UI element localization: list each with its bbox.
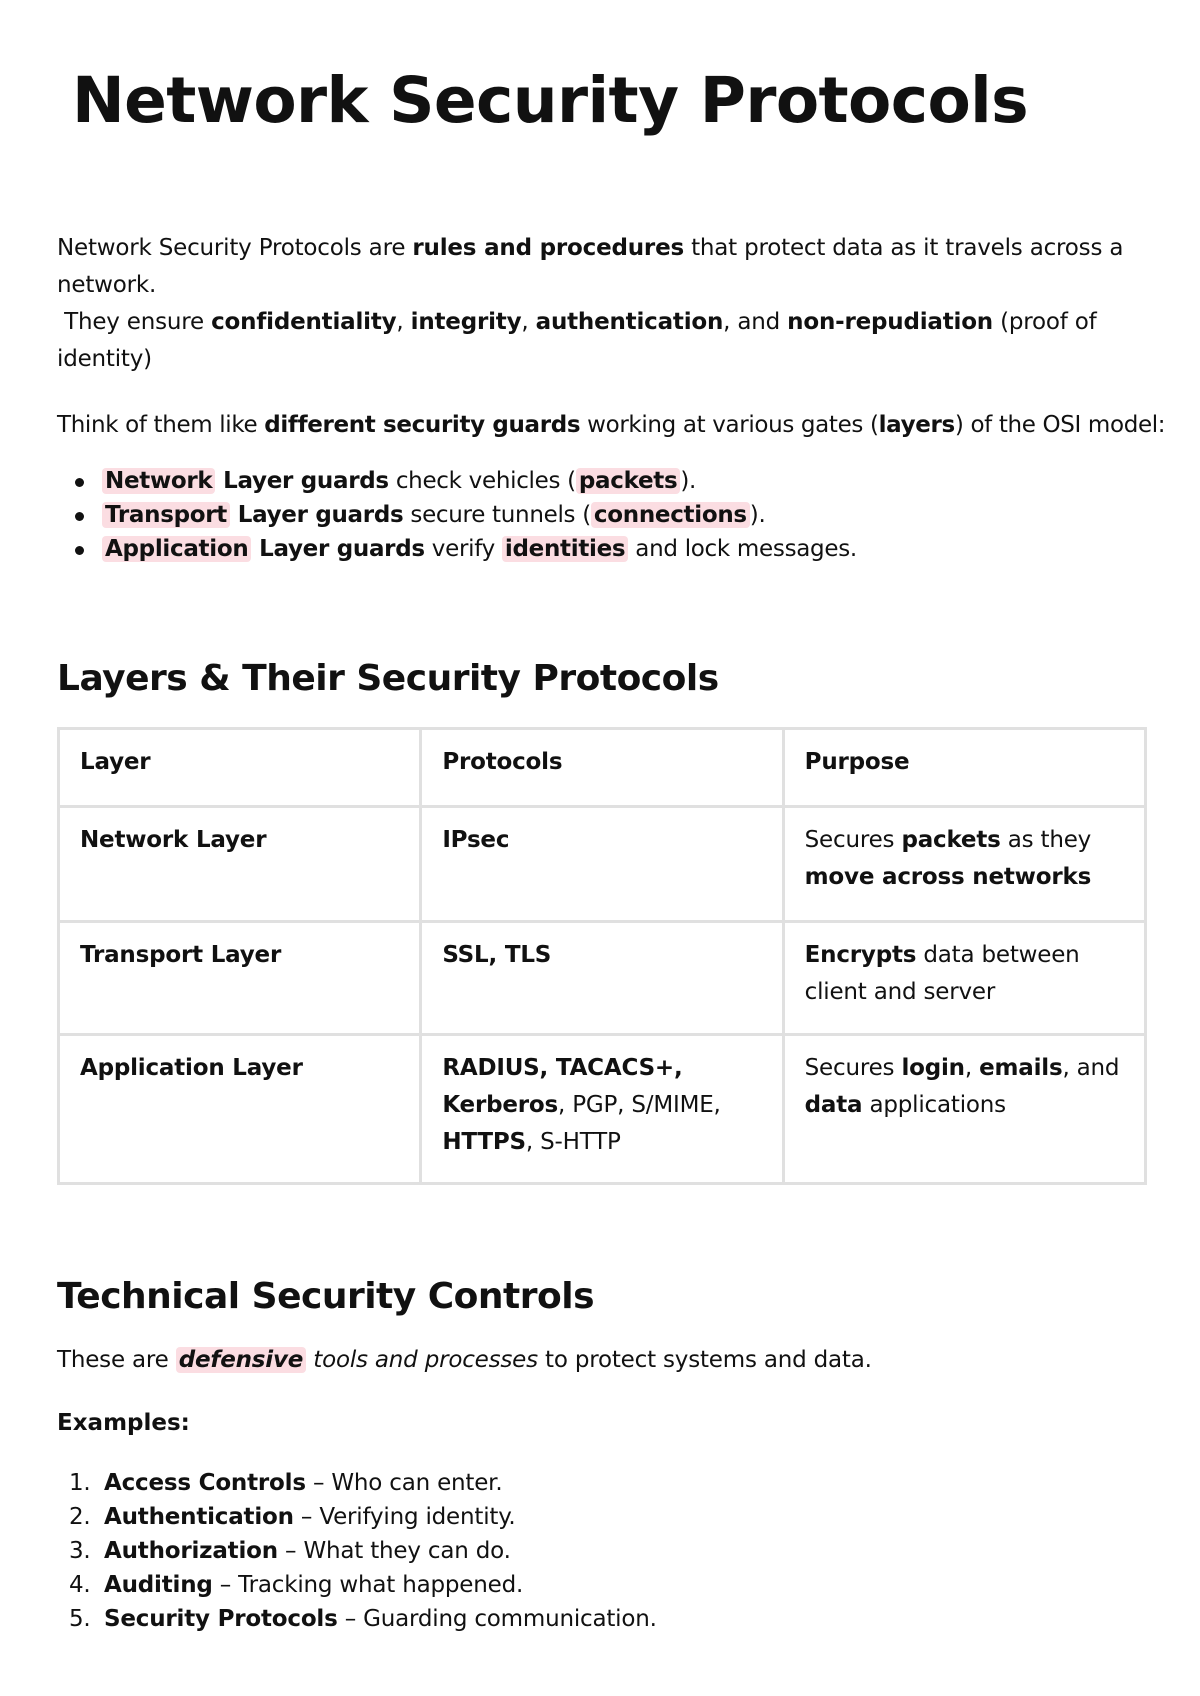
protocols-cell: RADIUS, TACACS+, Kerberos, PGP, S/MIME, HTTPS, S-HTTP — [421, 1035, 783, 1184]
examples-label: Examples: — [57, 1410, 190, 1436]
technical-controls-intro: These are defensive tools and processes to protect systems and data. — [57, 1347, 872, 1373]
section-heading-layers: Layers & Their Security Protocols — [57, 658, 719, 699]
layer-cell: Transport Layer — [59, 922, 421, 1035]
protocols-table — [57, 727, 1147, 1185]
purpose-cell: Secures packets as they move across networks — [783, 807, 1145, 922]
purpose-cell: Encrypts data between client and server — [783, 922, 1145, 1035]
list-item: 3. Authorization – What they can do. — [69, 1538, 511, 1564]
table-row — [59, 922, 1146, 1035]
table-header-row — [59, 729, 1146, 807]
list-item: Application Layer guards verify identities and lock messages. — [75, 532, 857, 566]
list-item: Network Layer guards check vehicles ( packets ). — [75, 464, 857, 498]
table-row — [59, 1035, 1146, 1184]
layer-cell: Application Layer — [59, 1035, 421, 1184]
list-item: 4. Auditing – Tracking what happened. — [69, 1572, 524, 1598]
list-item: 2. Authentication – Verifying identity. — [69, 1504, 516, 1530]
purpose-cell: Secures login, emails, and data applications — [783, 1035, 1145, 1184]
intro-paragraph-1: Network Security Protocols are rules and procedures that protect data as it travels across a network. — [57, 235, 1124, 298]
list-item: 1. Access Controls – Who can enter. — [69, 1470, 503, 1496]
section-heading-technical-controls: Technical Security Controls — [57, 1276, 594, 1317]
guards-list — [75, 464, 857, 566]
list-item: Transport Layer guards secure tunnels ( connections ). — [75, 498, 857, 532]
page-title: Network Security Protocols — [71, 64, 1029, 137]
intro-text — [57, 230, 1147, 378]
analogy-sentence: Think of them like different security guards working at various gates (layers) of the OSI model: — [57, 412, 1166, 438]
column-header-purpose: Purpose — [783, 729, 1145, 807]
layer-cell: Network Layer — [59, 807, 421, 922]
table-row — [59, 807, 1146, 922]
list-item: 5. Security Protocols – Guarding communication. — [69, 1606, 657, 1632]
protocols-cell: IPsec — [421, 807, 783, 922]
column-header-protocols: Protocols — [421, 729, 783, 807]
intro-paragraph-2: They ensure confidentiality, integrity, authentication, and non-repudiation (proof of identity) — [57, 309, 1097, 372]
protocols-cell: SSL, TLS — [421, 922, 783, 1035]
column-header-layer: Layer — [59, 729, 421, 807]
controls-list — [57, 1466, 657, 1636]
